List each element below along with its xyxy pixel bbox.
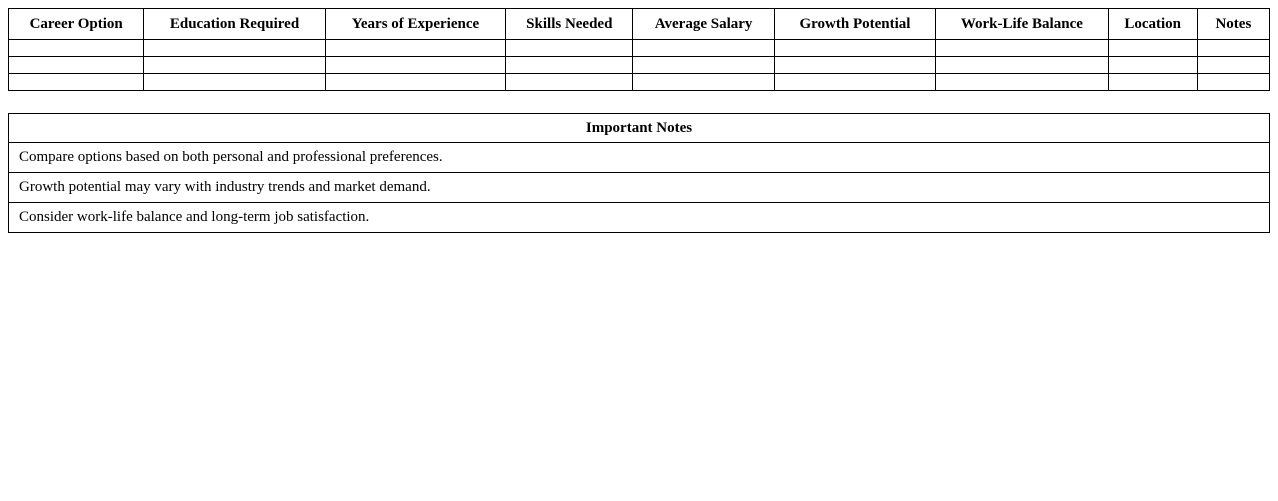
note-row <box>9 203 1270 233</box>
cell-growth-potential[interactable] <box>774 40 935 57</box>
cell-work-life-balance[interactable] <box>936 74 1108 91</box>
cell-career-option[interactable] <box>9 74 144 91</box>
cell-work-life-balance[interactable] <box>936 57 1108 74</box>
note-row <box>9 173 1270 203</box>
cell-location[interactable] <box>1108 74 1197 91</box>
cell-average-salary[interactable] <box>633 57 774 74</box>
note-item: Growth potential may vary with industry trends and market demand. <box>9 173 1270 203</box>
table-row <box>9 40 1270 57</box>
cell-average-salary[interactable] <box>633 40 774 57</box>
cell-career-option[interactable] <box>9 57 144 74</box>
note-item: Compare options based on both personal and professional preferences. <box>9 143 1270 173</box>
cell-education-required[interactable] <box>144 40 325 57</box>
column-header-average-salary: Average Salary <box>633 9 774 40</box>
cell-skills-needed[interactable] <box>506 74 633 91</box>
table-spacer <box>8 91 1270 113</box>
column-header-location: Location <box>1108 9 1197 40</box>
notes-header-row <box>9 114 1270 143</box>
column-header-notes: Notes <box>1197 9 1269 40</box>
table-row <box>9 57 1270 74</box>
cell-location[interactable] <box>1108 40 1197 57</box>
column-header-career-option: Career Option <box>9 9 144 40</box>
important-notes-table <box>8 113 1270 233</box>
note-item: Consider work-life balance and long-term job satisfaction. <box>9 203 1270 233</box>
column-header-skills-needed: Skills Needed <box>506 9 633 40</box>
cell-location[interactable] <box>1108 57 1197 74</box>
cell-years-of-experience[interactable] <box>325 57 505 74</box>
cell-growth-potential[interactable] <box>774 57 935 74</box>
table-row <box>9 74 1270 91</box>
cell-years-of-experience[interactable] <box>325 40 505 57</box>
cell-education-required[interactable] <box>144 74 325 91</box>
cell-notes[interactable] <box>1197 57 1269 74</box>
cell-skills-needed[interactable] <box>506 57 633 74</box>
notes-table-title: Important Notes <box>9 114 1270 143</box>
column-header-years-of-experience: Years of Experience <box>325 9 505 40</box>
document-page <box>0 0 1278 233</box>
column-header-education-required: Education Required <box>144 9 325 40</box>
cell-education-required[interactable] <box>144 57 325 74</box>
career-comparison-table <box>8 8 1270 91</box>
cell-notes[interactable] <box>1197 74 1269 91</box>
cell-growth-potential[interactable] <box>774 74 935 91</box>
column-header-work-life-balance: Work-Life Balance <box>936 9 1108 40</box>
cell-career-option[interactable] <box>9 40 144 57</box>
table-header-row <box>9 9 1270 40</box>
cell-average-salary[interactable] <box>633 74 774 91</box>
cell-notes[interactable] <box>1197 40 1269 57</box>
note-row <box>9 143 1270 173</box>
column-header-growth-potential: Growth Potential <box>774 9 935 40</box>
cell-work-life-balance[interactable] <box>936 40 1108 57</box>
cell-years-of-experience[interactable] <box>325 74 505 91</box>
cell-skills-needed[interactable] <box>506 40 633 57</box>
